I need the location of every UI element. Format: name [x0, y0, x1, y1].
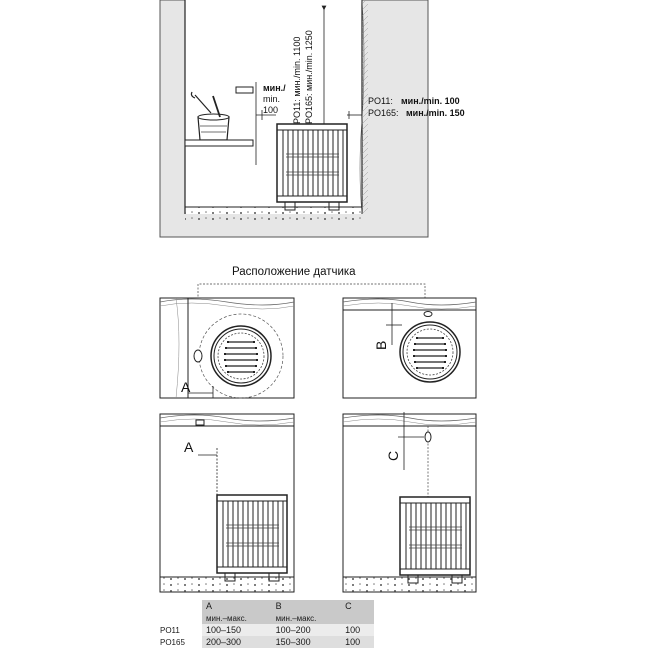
bench-clearance-value: 100: [263, 105, 279, 115]
panel-top-view-center: [343, 298, 476, 398]
sensor-icon-4: [425, 432, 431, 442]
wall-clearance-po165-model: PO165:: [368, 108, 399, 118]
dimension-b-label: B: [373, 340, 389, 350]
dimension-a-label-2: A: [184, 439, 194, 455]
wall-clearance-po165: мин./min. 150: [406, 108, 465, 118]
installation-diagram: [160, 0, 465, 237]
table-cell-a: 200–300: [202, 636, 272, 648]
table-corner: [160, 600, 202, 612]
bench-clearance-label-ru: мин./: [263, 83, 286, 93]
table-header-a: A: [202, 600, 272, 612]
dimension-a-label: A: [181, 379, 191, 395]
table-subheader-a: мин.–макс.: [202, 612, 272, 624]
table-subheader-b: мин.–макс.: [272, 612, 342, 624]
dimensions-table: [160, 600, 374, 648]
bench: [185, 140, 253, 146]
panel-side-view-corner: [160, 414, 294, 592]
panel-side-view-center: [343, 412, 476, 592]
table-row-model: PO11: [160, 624, 202, 636]
table-cell-c: 100: [341, 636, 374, 648]
table-cell-a: 100–150: [202, 624, 272, 636]
table-cell-b: 100–200: [272, 624, 342, 636]
dimension-c-label: C: [385, 450, 401, 461]
table-row: [160, 624, 374, 636]
wall-clearance-po11: мин./min. 100: [401, 96, 460, 106]
sensor-icon-3: [196, 420, 204, 425]
table-cell-b: 150–300: [272, 636, 342, 648]
panel-top-view-corner: [160, 298, 294, 398]
table-header-b: B: [272, 600, 342, 612]
sensor-location-title: Расположение датчика: [232, 266, 356, 278]
table-header-c: C: [341, 600, 374, 612]
sensor-icon-2: [424, 312, 432, 317]
upper-bench-edge: [236, 87, 253, 93]
bench-clearance-label-en: min.: [263, 94, 281, 104]
table-cell-c: 100: [341, 624, 374, 636]
floor: [185, 207, 362, 223]
sensor-icon: [194, 350, 202, 362]
wall-clearance-po11-model: PO11:: [368, 96, 393, 106]
heater-top-view: [211, 326, 271, 386]
ceiling-clearance-po165: PO165: мин./min. 1250: [304, 30, 314, 124]
table-row-model: PO165: [160, 636, 202, 648]
table-row: [160, 636, 374, 648]
heater-top-view-2: [400, 322, 460, 382]
ceiling-clearance-po11: PO11: мин./min. 1100: [292, 36, 302, 124]
